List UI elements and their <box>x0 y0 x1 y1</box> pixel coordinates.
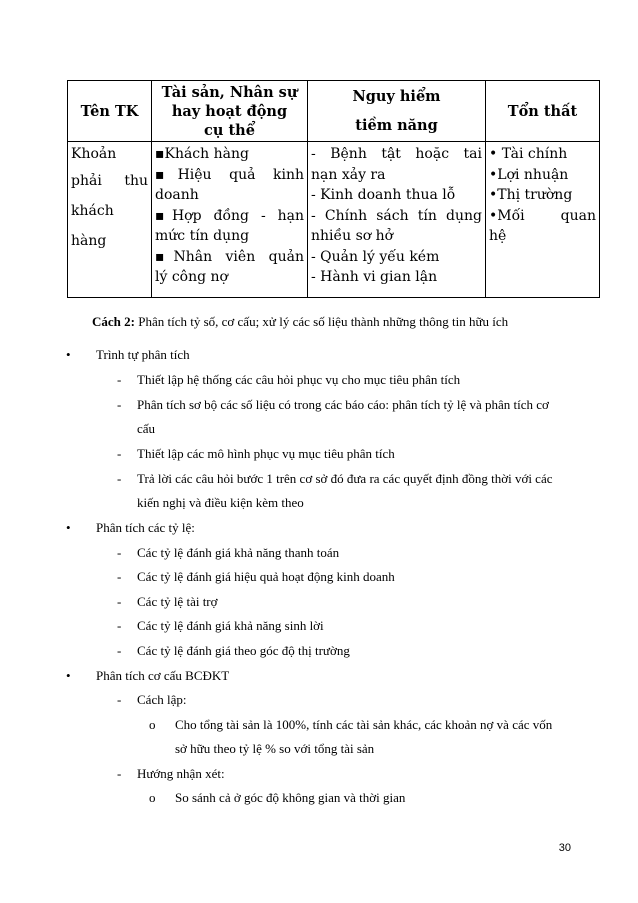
header-assets-line: Tài sản, Nhân sự <box>161 83 298 101</box>
cell-line: ▪Khách hàng <box>155 146 249 162</box>
cell-line: mức tín dụng <box>155 228 250 244</box>
list-item <box>117 594 218 610</box>
cell-line: ▪Hợp đồng - hạn <box>155 207 304 224</box>
list-item-text: Cách lập: <box>137 692 187 707</box>
cell-line: - Chính sách tín dụng <box>311 207 482 224</box>
page-number: 30 <box>558 842 571 854</box>
sub-list-item-continuation: sở hữu theo tỷ lệ % so với tổng tài sản <box>175 741 375 756</box>
header-danger-line: tiềm năng <box>355 117 438 134</box>
cell-assets <box>152 142 308 298</box>
list-item <box>117 766 225 782</box>
cell-line: - Quản lý yếu kém <box>311 248 440 265</box>
list-item <box>117 397 549 413</box>
section-title <box>66 347 190 363</box>
table-header-row <box>68 81 600 142</box>
list-item-text: Các tỷ lệ đánh giá theo góc độ thị trường <box>137 643 350 658</box>
list-item-text: Các tỷ lệ đánh giá hiệu quả hoạt động kinh doanh <box>137 569 395 584</box>
list-item-continuation: kiến nghị và điều kiện kèm theo <box>137 495 304 510</box>
cell-line: lý công nợ <box>155 269 228 285</box>
list-item-continuation: cấu <box>137 421 156 436</box>
dash-mark: - <box>117 643 122 658</box>
cell-word: thu <box>124 173 148 189</box>
cell-line: ▪Hiệu quả kinh <box>155 166 304 183</box>
header-assets-line: cụ thể <box>204 121 255 139</box>
dash-mark: - <box>117 594 122 609</box>
circle-mark: o <box>149 717 156 732</box>
cell-line: - Kinh doanh thua lỗ <box>311 187 456 203</box>
dash-mark: - <box>117 569 122 584</box>
section-title-text: Phân tích các tỷ lệ: <box>96 520 195 535</box>
list-item-text: Thiết lập hệ thống các câu hỏi phục vụ cho mục tiêu phân tích <box>137 372 461 387</box>
header-account: Tên TK <box>68 81 152 142</box>
list-item <box>117 545 339 561</box>
cell-line: ▪Nhân viên quản <box>155 248 304 265</box>
dash-mark: - <box>117 471 122 486</box>
cell-word: phải <box>71 173 102 189</box>
cell-line: khách <box>71 203 114 219</box>
list-item-text: Phân tích sơ bộ các số liệu có trong các báo cáo: phân tích tỷ lệ và phân tích cơ <box>137 397 549 412</box>
cell-line: Khoản <box>71 146 117 162</box>
list-item-text: Các tỷ lệ đánh giá khả năng sinh lời <box>137 618 324 633</box>
dash-mark: - <box>117 372 122 387</box>
list-item <box>117 692 186 708</box>
list-item-text: Các tỷ lệ đánh giá khả năng thanh toán <box>137 545 340 560</box>
cell-loss <box>486 142 600 298</box>
dash-mark: - <box>117 692 122 707</box>
sub-list-item-text: Cho tổng tài sản là 100%, tính các tài sản khác, các khoản nợ và các vốn <box>175 717 553 732</box>
dash-mark: - <box>117 397 122 412</box>
header-danger-line: Nguy hiểm <box>352 88 441 105</box>
dash-mark: - <box>117 545 122 560</box>
section-title-text: Phân tích cơ cấu BCĐKT <box>96 668 230 683</box>
circle-mark: o <box>149 790 156 805</box>
list-item <box>117 618 324 634</box>
list-item-text: Trả lời các câu hỏi bước 1 trên cơ sở đó đưa ra các quyết định đồng thời với các <box>137 471 553 486</box>
list-item <box>117 643 350 659</box>
cell-line: •Lợi nhuận <box>489 166 569 183</box>
cell-line: • Tài chính <box>489 146 568 162</box>
method-text: Phân tích tỷ số, cơ cấu; xử lý các số liệu thành những thông tin hữu ích <box>134 314 509 329</box>
method-heading <box>92 314 508 330</box>
dash-mark: - <box>117 618 122 633</box>
list-item-text: Các tỷ lệ tài trợ <box>137 594 218 609</box>
cell-danger <box>308 142 486 298</box>
cell-line: - Hành vi gian lận <box>311 269 438 285</box>
table-row <box>68 142 600 298</box>
list-item <box>117 372 460 388</box>
cell-line: - Bệnh tật hoặc tai <box>311 146 482 162</box>
bullet-mark: • <box>66 520 71 535</box>
cell-line: doanh <box>155 187 199 203</box>
risk-table <box>67 80 600 298</box>
list-item-text: Thiết lập các mô hình phục vụ mục tiêu phân tích <box>137 446 395 461</box>
section-title-text: Trình tự phân tích <box>96 347 190 362</box>
section-title <box>66 520 195 536</box>
section-title <box>66 668 229 684</box>
sub-list-item-text: So sánh cả ở góc độ không gian và thời gian <box>175 790 406 805</box>
cell-account <box>68 142 152 298</box>
cell-line: •Mối quan <box>489 207 596 224</box>
dash-mark: - <box>117 766 122 781</box>
list-item <box>117 569 395 585</box>
header-assets-line: hay hoạt động <box>171 102 288 120</box>
cell-line: nhiều sơ hở <box>311 228 394 244</box>
bullet-mark: • <box>66 347 71 362</box>
list-item <box>117 446 395 462</box>
dash-mark: - <box>117 446 122 461</box>
cell-line: hàng <box>71 233 107 249</box>
cell-line <box>71 166 148 196</box>
cell-line: nạn xảy ra <box>311 166 386 183</box>
list-item <box>117 471 553 487</box>
sub-list-item <box>149 717 552 733</box>
header-danger <box>308 81 486 142</box>
sub-list-item <box>149 790 405 806</box>
list-item-text: Hướng nhận xét: <box>137 766 225 781</box>
cell-line: hệ <box>489 228 507 244</box>
bullet-mark: • <box>66 668 71 683</box>
header-loss: Tổn thất <box>486 81 600 142</box>
header-assets <box>152 81 308 142</box>
cell-line: •Thị trường <box>489 187 573 203</box>
method-label: Cách 2: <box>92 314 135 329</box>
